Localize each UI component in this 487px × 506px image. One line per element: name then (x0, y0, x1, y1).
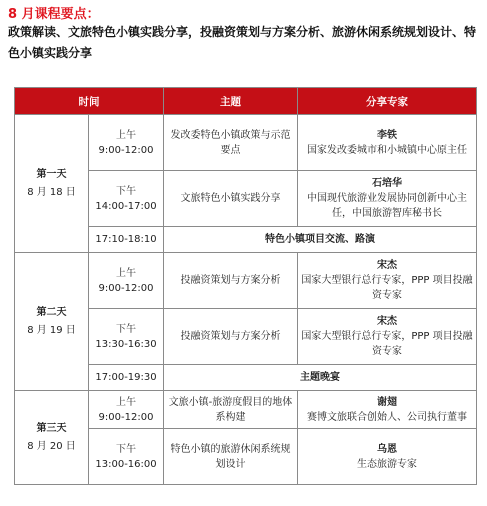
schedule-table (14, 87, 477, 485)
activity-cell: 特色小镇项目交流、路演 (164, 227, 477, 253)
day-cell (15, 253, 89, 391)
header-speaker: 分享专家 (298, 88, 477, 115)
time-cell (89, 115, 164, 171)
speaker-title: 生态旅游专家 (357, 458, 417, 470)
activity-cell: 主题晚宴 (164, 365, 477, 391)
header-time: 时间 (15, 88, 164, 115)
slot-name: 下午 (116, 443, 136, 455)
speaker-name: 谢翅 (377, 396, 397, 408)
section-heading: 8 月课程要点： (8, 7, 100, 22)
slot-name: 下午 (116, 323, 136, 335)
table-row (15, 115, 477, 171)
speaker-title: 国家大型银行总行专家，PPP 项目投融资专家 (301, 331, 473, 357)
slot-time: 9:00-12:00 (98, 282, 154, 294)
slot-time: 13:00-16:00 (95, 458, 157, 470)
table-row (15, 391, 477, 429)
time-cell (89, 309, 164, 365)
speaker-title: 国家发改委城市和小城镇中心原主任 (307, 144, 467, 156)
speaker-cell (298, 171, 477, 227)
day-date: 8 月 18 日 (27, 187, 76, 198)
speaker-cell (298, 115, 477, 171)
time-cell (89, 429, 164, 485)
day-date: 8 月 19 日 (27, 325, 76, 336)
day-name: 第二天 (36, 307, 67, 318)
topic-cell: 特色小镇的旅游休闲系统规划设计 (164, 429, 298, 485)
topic-cell: 投融资策划与方案分析 (164, 309, 298, 365)
topic-cell: 发改委特色小镇政策与示范要点 (164, 115, 298, 171)
topic-cell: 文旅小镇-旅游度假目的地体系构建 (164, 391, 298, 429)
day-date: 8 月 20 日 (27, 441, 76, 452)
speaker-title: 赛博文旅联合创始人、公司执行董事 (307, 411, 467, 423)
topic-cell: 文旅特色小镇实践分享 (164, 171, 298, 227)
table-header-row (15, 88, 477, 115)
speaker-title: 国家大型银行总行专家，PPP 项目投融资专家 (301, 275, 473, 301)
time-cell (89, 253, 164, 309)
speaker-cell (298, 309, 477, 365)
time-cell: 17:00-19:30 (89, 365, 164, 391)
speaker-name: 宋杰 (377, 316, 397, 327)
day-name: 第三天 (36, 423, 67, 434)
speaker-cell (298, 253, 477, 309)
slot-time: 9:00-12:00 (98, 144, 154, 156)
time-cell (89, 391, 164, 429)
time-cell (89, 171, 164, 227)
slot-name: 下午 (116, 185, 136, 197)
day-cell (15, 391, 89, 485)
slot-time: 13:30-16:30 (95, 338, 157, 350)
header-topic: 主题 (164, 88, 298, 115)
table-row (15, 253, 477, 309)
slot-name: 上午 (116, 267, 136, 279)
time-cell: 17:10-18:10 (89, 227, 164, 253)
speaker-name: 宋杰 (377, 260, 397, 271)
speaker-name: 石培华 (372, 178, 402, 189)
speaker-name: 乌恩 (377, 443, 397, 455)
day-name: 第一天 (36, 169, 67, 180)
course-summary: 政策解读、文旅特色小镇实践分享，投融资策划与方案分析、旅游休闲系统规划设计、特色小镇实践分享 (8, 25, 477, 60)
speaker-name: 李铁 (377, 129, 397, 141)
day-cell (15, 115, 89, 253)
slot-name: 上午 (116, 396, 136, 408)
speaker-title: 中国现代旅游业发展协同创新中心主任，中国旅游智库秘书长 (307, 193, 467, 219)
slot-name: 上午 (116, 129, 136, 141)
speaker-cell (298, 391, 477, 429)
slot-time: 9:00-12:00 (98, 411, 154, 423)
speaker-cell (298, 429, 477, 485)
slot-time: 14:00-17:00 (95, 200, 157, 212)
topic-cell: 投融资策划与方案分析 (164, 253, 298, 309)
